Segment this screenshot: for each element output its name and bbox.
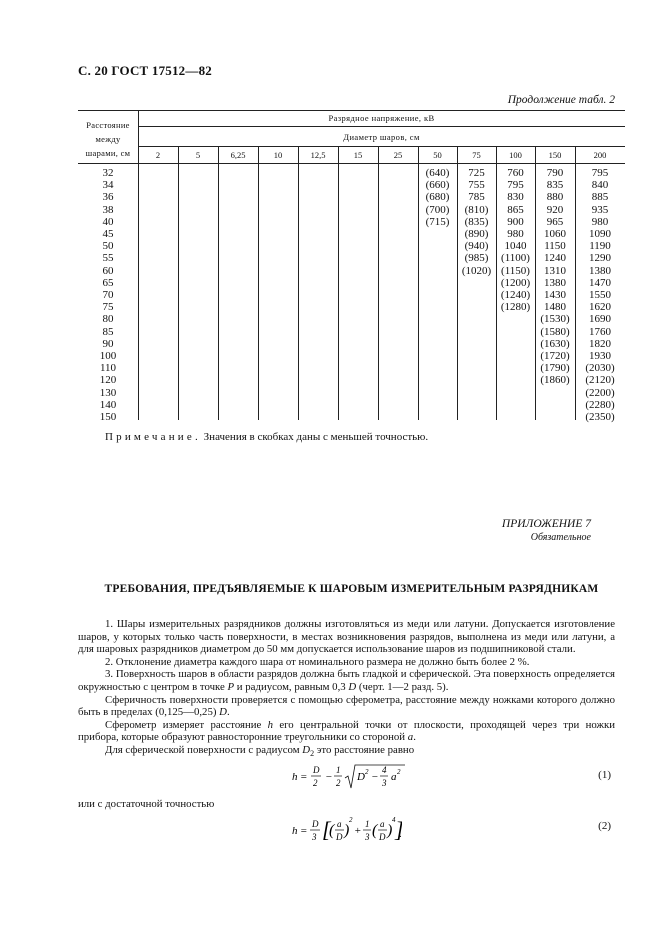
svg-text:3: 3 <box>312 832 317 842</box>
column-divider <box>258 146 259 420</box>
distance-cell: 85 <box>102 325 114 338</box>
page-header: С. 20 ГОСТ 17512—82 <box>78 63 212 78</box>
distance-cell: 150 <box>99 411 117 423</box>
body-text <box>78 618 615 761</box>
row-header-line: шарами, см <box>85 148 131 158</box>
voltage-cell: 1380 <box>589 264 611 277</box>
distance-cell: 55 <box>102 252 114 265</box>
svg-text:2: 2 <box>313 778 318 788</box>
section-title: ТРЕБОВАНИЯ, ПРЕДЪЯВЛЯЕМЫЕ К ШАРОВЫМ ИЗМЕРИТЕЛЬНЫМ РАЗРЯДНИКАМ <box>104 583 599 595</box>
svg-text:(: ( <box>372 822 378 839</box>
distance-cell: 70 <box>102 289 114 301</box>
voltage-cell: (2280) <box>585 398 615 411</box>
voltage-cell: (1100) <box>501 252 530 265</box>
appendix-heading <box>502 517 591 545</box>
voltage-cell: 1060 <box>544 228 566 240</box>
appendix-status: Обязательное <box>530 532 591 543</box>
voltage-cell: 1040 <box>504 240 527 253</box>
svg-text:h: h <box>292 771 298 783</box>
voltage-cell: 980 <box>591 215 609 228</box>
voltage-cell: 1480 <box>544 301 566 314</box>
svg-text:): ) <box>344 822 350 839</box>
group-header: Разрядное напряжение, кВ <box>328 113 435 123</box>
svg-text:+: + <box>354 825 362 837</box>
column-divider <box>178 146 179 420</box>
distance-cell: 75 <box>102 301 114 314</box>
svg-text:3: 3 <box>382 778 387 788</box>
sub-header: Диаметр шаров, см <box>343 132 420 142</box>
voltage-cell: 1290 <box>589 252 611 265</box>
voltage-cell: 1310 <box>544 264 566 277</box>
distance-cell: 130 <box>99 386 117 399</box>
voltage-cell: (1280) <box>500 301 531 314</box>
voltage-cell: 1820 <box>589 337 611 350</box>
voltage-cell: 1550 <box>589 289 611 301</box>
svg-text:a: a <box>391 771 397 783</box>
equation-number-1: (1) <box>598 769 611 781</box>
voltage-cell: (660) <box>425 179 450 192</box>
voltage-cell: 1430 <box>544 289 566 301</box>
paragraph-5: Сферометр измеряет расстояние h его центральной точки от плоскости, проходящей через три ножки прибора, которые образуют равносторонние треугольники со стороной a. <box>78 718 615 744</box>
distance-cell: 100 <box>99 350 117 362</box>
voltage-cell: (680) <box>425 191 450 204</box>
diameter-header-cell: 5 <box>195 150 201 160</box>
voltage-cell: 1930 <box>589 350 611 362</box>
diameter-header-cell: 10 <box>273 150 283 160</box>
voltage-cell: (1720) <box>540 350 570 362</box>
voltage-cell: 1190 <box>589 240 611 253</box>
voltage-cell: 965 <box>546 215 564 228</box>
voltage-cell: (940) <box>464 240 489 253</box>
voltage-cell: 1150 <box>544 240 566 253</box>
formula-2 <box>292 812 402 855</box>
voltage-cell: 840 <box>591 179 609 192</box>
voltage-cell: 725 <box>468 167 485 179</box>
svg-text:(: ( <box>329 822 335 839</box>
voltage-cell: (890) <box>464 228 489 240</box>
voltage-cell: (1200) <box>500 276 531 289</box>
row-header <box>78 118 138 160</box>
formula-2-period: . <box>399 828 402 840</box>
voltage-cell: (1860) <box>540 374 570 387</box>
svg-text:D: D <box>336 832 343 842</box>
svg-text:=: = <box>300 825 308 837</box>
column-divider <box>218 146 219 420</box>
svg-text:1: 1 <box>365 819 370 829</box>
voltage-cell: (2200) <box>585 386 615 399</box>
voltage-cell: (640) <box>425 167 450 179</box>
paragraph-1: 1. Шары измерительных разрядников должны изготовляться из меди или латуни. Допускается изготовление шаров, у которых только часть поверхности, в местах возникновения разрядов, выполнена из меди или латуни, а для шаровых разрядников диаметром до 50 мм допускается использование шаров из подшипниковой стали. <box>78 618 615 656</box>
distance-cell: 60 <box>102 264 114 277</box>
voltage-cell: 785 <box>468 191 485 204</box>
svg-text:a: a <box>337 819 342 829</box>
svg-text:D: D <box>357 771 365 783</box>
svg-text:4: 4 <box>382 765 387 775</box>
voltage-cell: (2350) <box>585 411 615 423</box>
row-header-line: между <box>95 134 121 144</box>
distance-cell: 120 <box>99 374 117 387</box>
voltage-cell: 835 <box>546 179 564 192</box>
svg-text:2: 2 <box>336 778 341 788</box>
paragraph-6: Для сферической поверхности с радиусом $D_2$ это расстояние равно <box>105 743 415 759</box>
voltage-cell: 795 <box>507 179 524 192</box>
svg-text:3: 3 <box>365 832 370 842</box>
paragraph-3: 3. Поверхность шаров в области разрядов должна быть гладкой и сферической. Эта поверхность определяется окружностью с центром в точке P и радиусом, равным 0,3 D (черт. 1—2 разд. 5). <box>78 668 615 693</box>
voltage-cell: (1240) <box>500 289 531 301</box>
voltage-cell: (1630) <box>540 337 570 350</box>
note-text: Значения в скобках даны с меньшей точностью. <box>203 431 429 443</box>
voltage-cell: (810) <box>464 203 489 216</box>
voltage-cell: 1240 <box>544 252 566 265</box>
voltage-cell: (985) <box>464 252 489 265</box>
voltage-cell: 830 <box>507 191 524 204</box>
diameter-header-cell: 150 <box>548 150 562 160</box>
svg-text:2: 2 <box>397 768 401 776</box>
diameter-header-cell: 15 <box>353 150 363 160</box>
voltage-cell: 790 <box>546 167 564 179</box>
paragraph-2: 2. Отклонение диаметра каждого шара от номинального размера не должно быть более 2 %. <box>105 655 530 668</box>
sub-header-rule <box>138 146 625 147</box>
diameter-header-cell: 50 <box>433 150 442 160</box>
voltage-cell: 1090 <box>589 228 611 240</box>
voltage-cell: 1760 <box>589 325 611 338</box>
voltage-cell: 900 <box>507 215 524 228</box>
voltage-cell: 880 <box>546 191 564 204</box>
voltage-cell: 885 <box>591 191 609 204</box>
distance-cell: 40 <box>102 215 114 228</box>
column-divider <box>338 146 339 420</box>
note-label: Примечание. <box>105 431 201 443</box>
svg-text:a: a <box>380 819 385 829</box>
voltage-cell: (1580) <box>540 325 570 338</box>
svg-text:2: 2 <box>349 816 353 824</box>
diameter-header-cell: 6,25 <box>230 150 246 160</box>
svg-text:−: − <box>325 771 333 783</box>
svg-text:4: 4 <box>392 816 396 824</box>
distance-cell: 36 <box>102 191 114 204</box>
group-header-rule <box>138 126 625 127</box>
voltage-cell: (1790) <box>540 362 570 375</box>
distance-cell: 50 <box>102 240 114 253</box>
voltage-cell: 1380 <box>544 276 566 289</box>
distance-cell: 80 <box>102 313 114 326</box>
voltage-cell: (715) <box>425 215 450 228</box>
table-continuation-label: Продолжение табл. 2 <box>507 94 615 106</box>
voltage-cell: 935 <box>591 203 609 216</box>
voltage-cell: (700) <box>425 203 450 216</box>
voltage-cell: 1470 <box>589 276 611 289</box>
formula-1 <box>292 762 412 795</box>
distance-cell: 65 <box>102 276 114 289</box>
svg-text:−: − <box>371 771 379 783</box>
voltage-cell: (1530) <box>540 313 570 326</box>
paragraph-4: Сферичность поверхности проверяется с помощью сферометра, расстояние между ножками которого должно быть в пределах (0,125—0,25) D. <box>78 693 615 719</box>
distance-cell: 45 <box>102 228 114 240</box>
row-header-line: Расстояние <box>86 120 130 130</box>
svg-text:D: D <box>313 765 320 775</box>
column-divider <box>378 146 379 420</box>
table-top-rule <box>78 110 625 111</box>
column-divider <box>298 146 299 420</box>
voltage-cell: (2030) <box>585 362 615 375</box>
voltage-cell: (835) <box>464 215 489 228</box>
distance-cell: 90 <box>102 337 114 350</box>
spark-voltage-table <box>78 110 625 423</box>
formula-1-svg <box>292 762 412 792</box>
svg-text:=: = <box>300 771 308 783</box>
voltage-cell: (1150) <box>501 264 530 277</box>
voltage-cell: (2120) <box>585 374 615 387</box>
distance-cell: 110 <box>99 362 117 375</box>
distance-cell: 38 <box>102 203 114 216</box>
distance-cell: 34 <box>102 179 114 192</box>
or-text: или с достаточной точностью <box>78 798 215 810</box>
voltage-cell: 755 <box>468 179 485 192</box>
header-bottom-rule <box>78 163 625 164</box>
equation-number-2: (2) <box>598 820 611 832</box>
svg-text:D: D <box>379 832 386 842</box>
voltage-cell: 795 <box>591 167 609 179</box>
diameter-header-cell: 2 <box>155 150 161 160</box>
svg-text:1: 1 <box>336 765 341 775</box>
voltage-cell: 1620 <box>589 301 611 314</box>
diameter-header-cell: 12,5 <box>310 150 326 160</box>
distance-cell: 140 <box>99 398 117 411</box>
svg-text:D: D <box>312 819 319 829</box>
svg-text:h: h <box>292 825 298 837</box>
svg-text:): ) <box>387 822 393 839</box>
table-note <box>105 431 428 443</box>
appendix-title: ПРИЛОЖЕНИЕ 7 <box>501 518 591 530</box>
voltage-cell: 1690 <box>589 313 611 326</box>
voltage-cell: 980 <box>507 228 524 240</box>
diameter-header-cell: 25 <box>393 150 403 160</box>
diameter-header-cell: 75 <box>472 150 481 160</box>
diameter-header-cell: 200 <box>593 150 607 160</box>
voltage-cell: 920 <box>546 203 564 216</box>
voltage-cell: (1020) <box>461 264 492 277</box>
svg-text:2: 2 <box>365 768 369 776</box>
diameter-header-cell: 100 <box>509 150 522 160</box>
svg-text:[: [ <box>322 817 331 842</box>
distance-cell: 32 <box>102 167 114 179</box>
voltage-cell: 865 <box>507 203 524 216</box>
voltage-cell: 760 <box>507 167 524 179</box>
formula-2-svg <box>292 812 402 852</box>
